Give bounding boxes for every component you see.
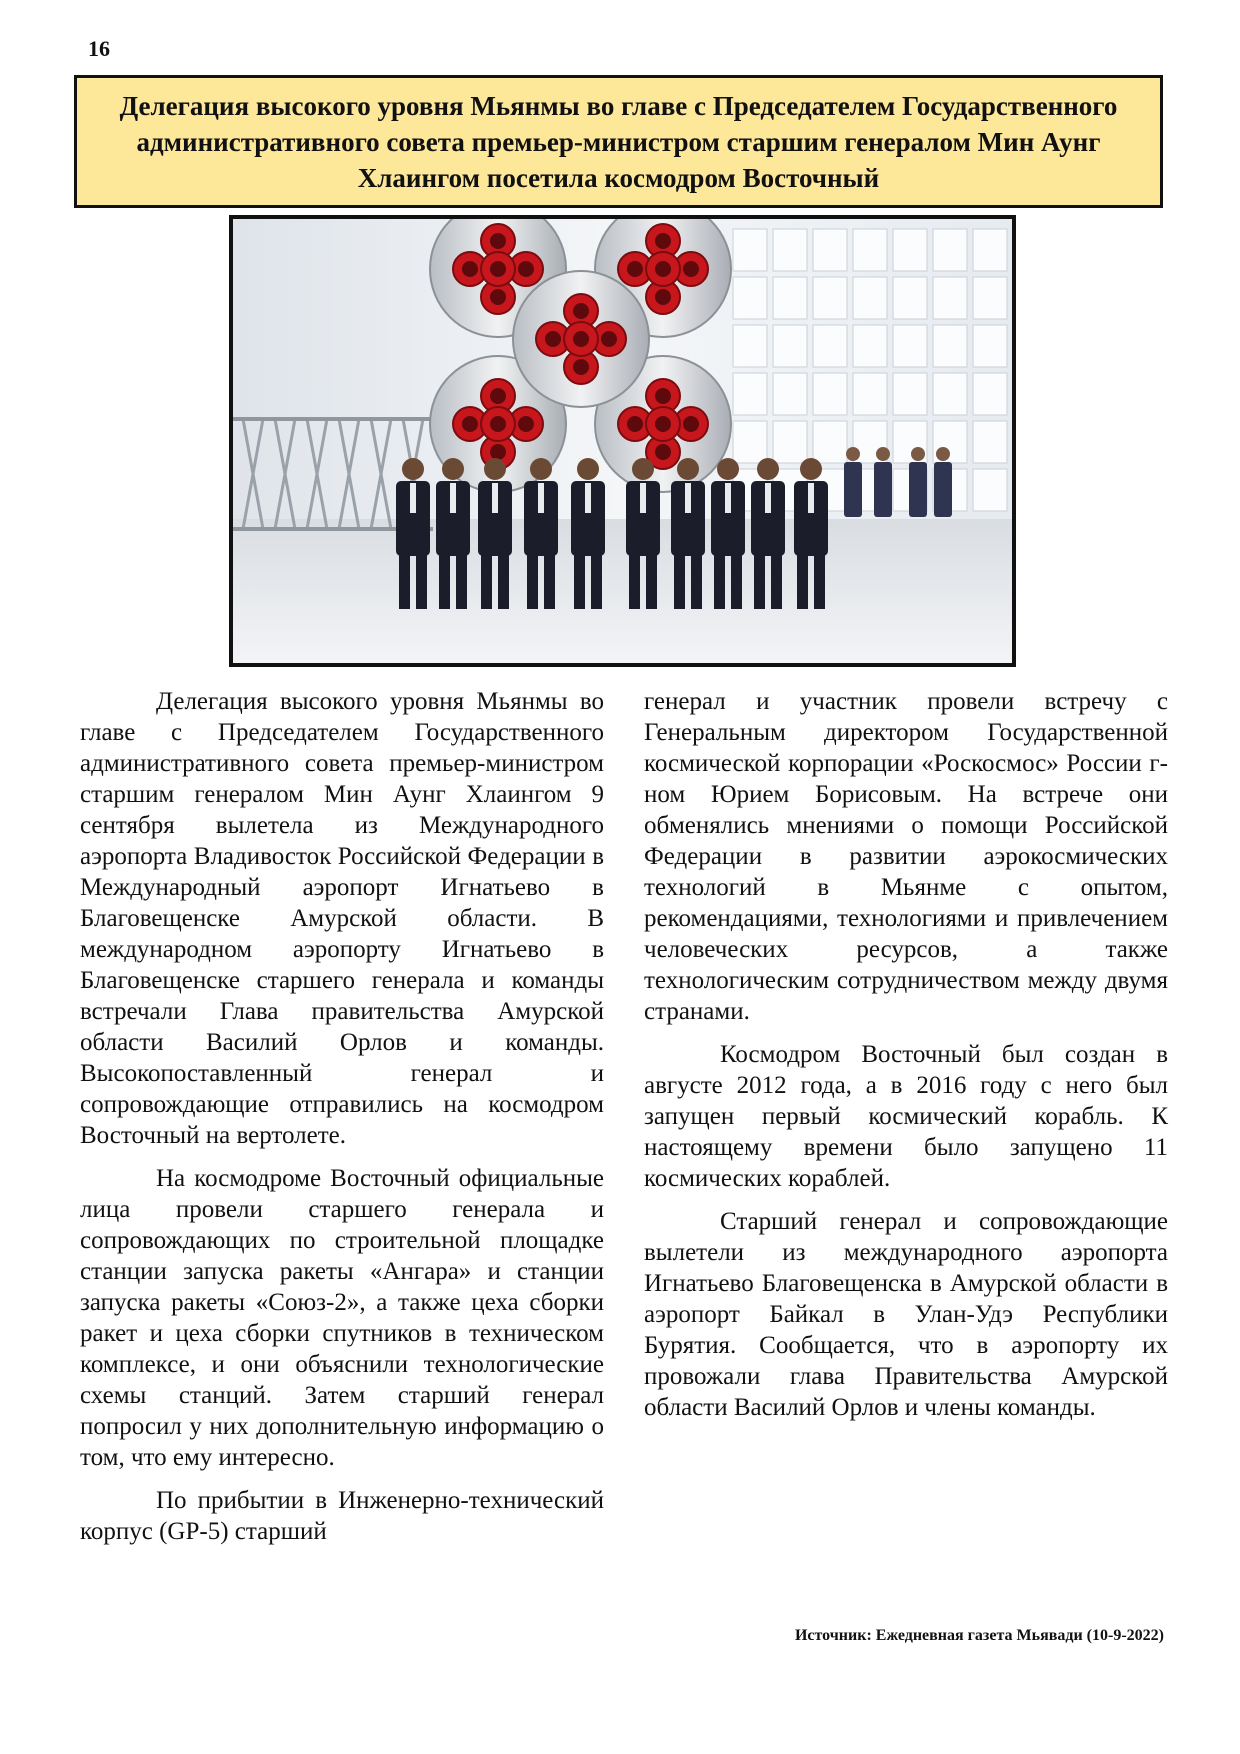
paragraph: На космодроме Восточный официальные лица провели старшего генерала и сопровождающих по строительной площадке станции запуска ракеты «Ангара» и станции запуска ракеты «Союз-2», а также цеха сборки ракет и цеха сборки спутников в техническом комплексе, и они объяснили технологические схемы станций. Затем старший генерал попросил у них дополнительную информацию о том, что ему интересно. (80, 1165, 604, 1471)
paragraph: Старший генерал и сопровождающие вылетели из международного аэропорта Игнатьево Благовещенска в Амурской области в аэропорт Байкал в Улан-Удэ Республики Бурятия. Сообщается, что в аэропорту их провожали глава Правительства Амурской области Василий Орлов и члены команды. (644, 1208, 1168, 1421)
paragraph: По прибытии в Инженерно-технический корпус (GP-5) старший (80, 1487, 604, 1545)
hall-floor (233, 519, 1012, 663)
paragraph: Делегация высокого уровня Мьянмы во главе с Председателем Государственного административного совета премьер-министром старшим генералом Мин Аунг Хлаингом 9 сентября вылетела из Международного аэропорта Владивосток Российской Федерации в Международный аэропорт Игнатьево в Благовещенске Амурской области. В международном аэропорту Игнатьево в Благовещенске старшего генерала и команды встречали Глава правительства Амурской области Василий Орлов и команды. Высокопоставленный генерал и сопровождающие отправились на космодром Восточный на вертолете. (80, 688, 604, 1149)
page-number: 16 (88, 36, 110, 61)
article-left-column (80, 686, 604, 1559)
headline: Делегация высокого уровня Мьянмы во главе с Председателем Государственного административного совета премьер-министром старшим генералом Мин Аунг Хлаингом посетила космодром Восточный (119, 90, 1118, 193)
paragraph: Космодром Восточный был создан в августе 2012 года, а в 2016 году с него был запущен первый космический корабль. К настоящему времени было запущено 11 космических кораблей. (644, 1041, 1168, 1192)
headline-box (74, 75, 1163, 208)
article-right-column (644, 686, 1168, 1435)
article-photo (229, 215, 1016, 667)
source-credit: Источник: Ежедневная газета Мьявади (10-9-2022) (794, 1627, 1164, 1644)
paragraph: генерал и участник провели встречу с Генеральным директором Государственной космической корпорации «Роскосмос» России г-ном Юрием Борисовым. На встрече они обменялись мнениями о помощи Российской Федерации в развитии аэрокосмических технологий в Мьянме с опытом, рекомендациями, технологиями и привлечением человеческих ресурсов, а также технологическим сотрудничеством между двумя странами. (644, 688, 1168, 1025)
rocket-assembly-hall-photo (233, 219, 1012, 663)
